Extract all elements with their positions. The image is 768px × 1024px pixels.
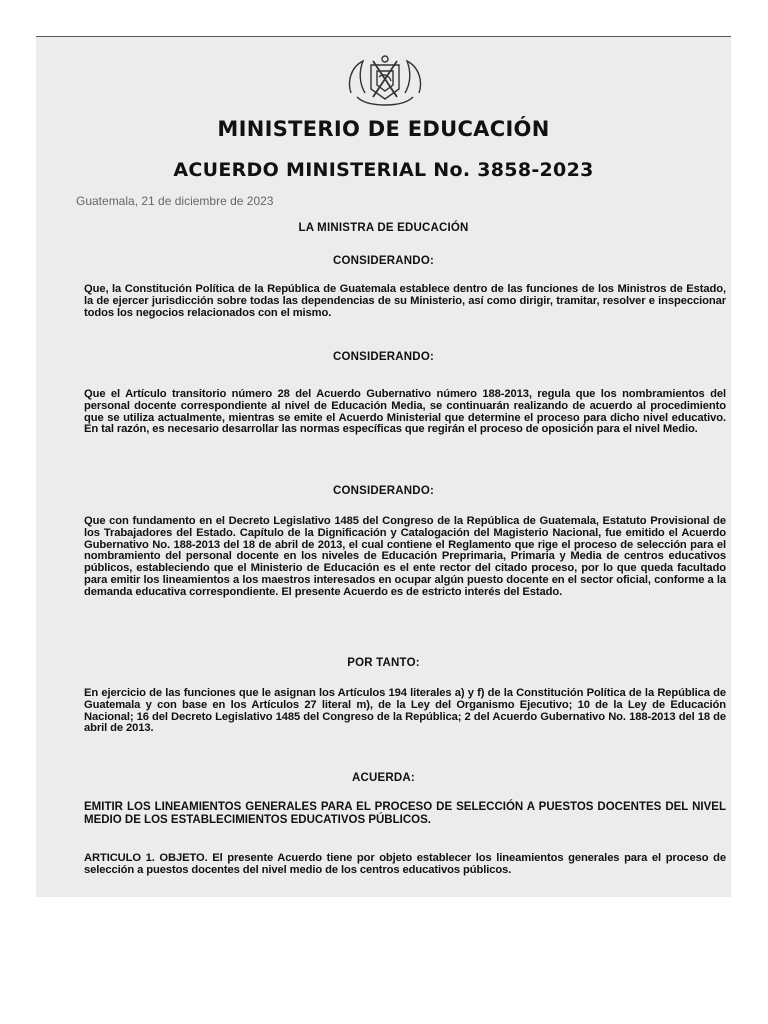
coat-of-arms-icon bbox=[343, 53, 427, 109]
document-page bbox=[36, 37, 731, 897]
considerando-1-text: Que, la Constitución Política de la República de Guatemala establece dentro de las funciones de los Ministros de Estado, la de ejercer jurisdicción sobre todas las dependencias de su Ministerio, así como dirigir, tramitar, resolver e inspeccionar todos los negocios relacionados con el mismo. bbox=[84, 283, 726, 319]
considerando-1-heading: CONSIDERANDO: bbox=[333, 255, 434, 267]
considerando-3-text: Que con fundamento en el Decreto Legislativo 1485 del Congreso de la República de Guatemala, Estatuto Provisional de los Trabajadores del Estado. Capítulo de la Dignificación y Catalogación del Magisterio Nacional, fue emitido el Acuerdo Gubernativo No. 188-2013 del 18 de abril de 2013, el cual contiene el Reglamento que rige el proceso de selección para el nombramiento del personal docente en los niveles de Educación Preprimaria, Primaria y Media de centros educativos públicos, estableciendo que el Ministerio de Educación es el ente rector del citado proceso, por lo que queda facultado para emitir los lineamientos a los maestros interesados en ocupar algún puesto docente en el sector oficial, conforme a la demanda educativa correspondiente. El presente Acuerdo es de estricto interés del Estado. bbox=[84, 515, 726, 598]
authority-heading: LA MINISTRA DE EDUCACIÓN bbox=[298, 222, 469, 234]
articulo-1-label: ARTICULO 1. OBJETO. bbox=[84, 852, 208, 864]
por-tanto-text: En ejercicio de las funciones que le asignan los Artículos 194 literales a) y f) de la Constitución Política de la República de Guatemala y con base en los Artículos 27 literal m), de la Ley del Organismo Ejecutivo; 10 de la Ley de Educación Nacional; 16 del Decreto Legislativo 1485 del Congreso de la República; 2 del Acuerdo Gubernativo No. 188-2013 del 18 de abril de 2013. bbox=[84, 687, 726, 735]
articulo-1 bbox=[84, 853, 726, 877]
considerando-2-heading: CONSIDERANDO: bbox=[333, 351, 434, 363]
considerando-2-text: Que el Artículo transitorio número 28 del Acuerdo Gubernativo número 188-2013, regula que los nombramientos del personal docente correspondiente al nivel de Educación Media, se continuarán realizando de acuerdo al procedimiento que se utiliza actualmente, mientras se emite el Acuerdo Ministerial que determine el proceso para dicho nivel educativo. En tal razón, es necesario desarrollar las normas específicas que regirán el proceso de oposición para el nivel Medio. bbox=[84, 388, 726, 436]
acuerda-text: EMITIR LOS LINEAMIENTOS GENERALES PARA EL PROCESO DE SELECCIÓN A PUESTOS DOCENTES DEL NIVEL MEDIO DE LOS ESTABLECIMIENTOS EDUCATIVOS PÚBLICOS. bbox=[84, 801, 726, 826]
por-tanto-heading: POR TANTO: bbox=[347, 657, 420, 669]
acuerdo-number: ACUERDO MINISTERIAL No. 3858-2023 bbox=[173, 159, 594, 181]
acuerda-heading: ACUERDA: bbox=[352, 772, 415, 784]
ministry-title: MINISTERIO DE EDUCACIÓN bbox=[217, 117, 550, 141]
date-line: Guatemala, 21 de diciembre de 2023 bbox=[76, 194, 274, 208]
considerando-3-heading: CONSIDERANDO: bbox=[333, 485, 434, 497]
articulo-1-text: El presente Acuerdo tiene por objeto establecer los lineamientos generales para el proceso de selección a puestos docentes del nivel medio de los centros educativos públicos. bbox=[84, 852, 727, 876]
